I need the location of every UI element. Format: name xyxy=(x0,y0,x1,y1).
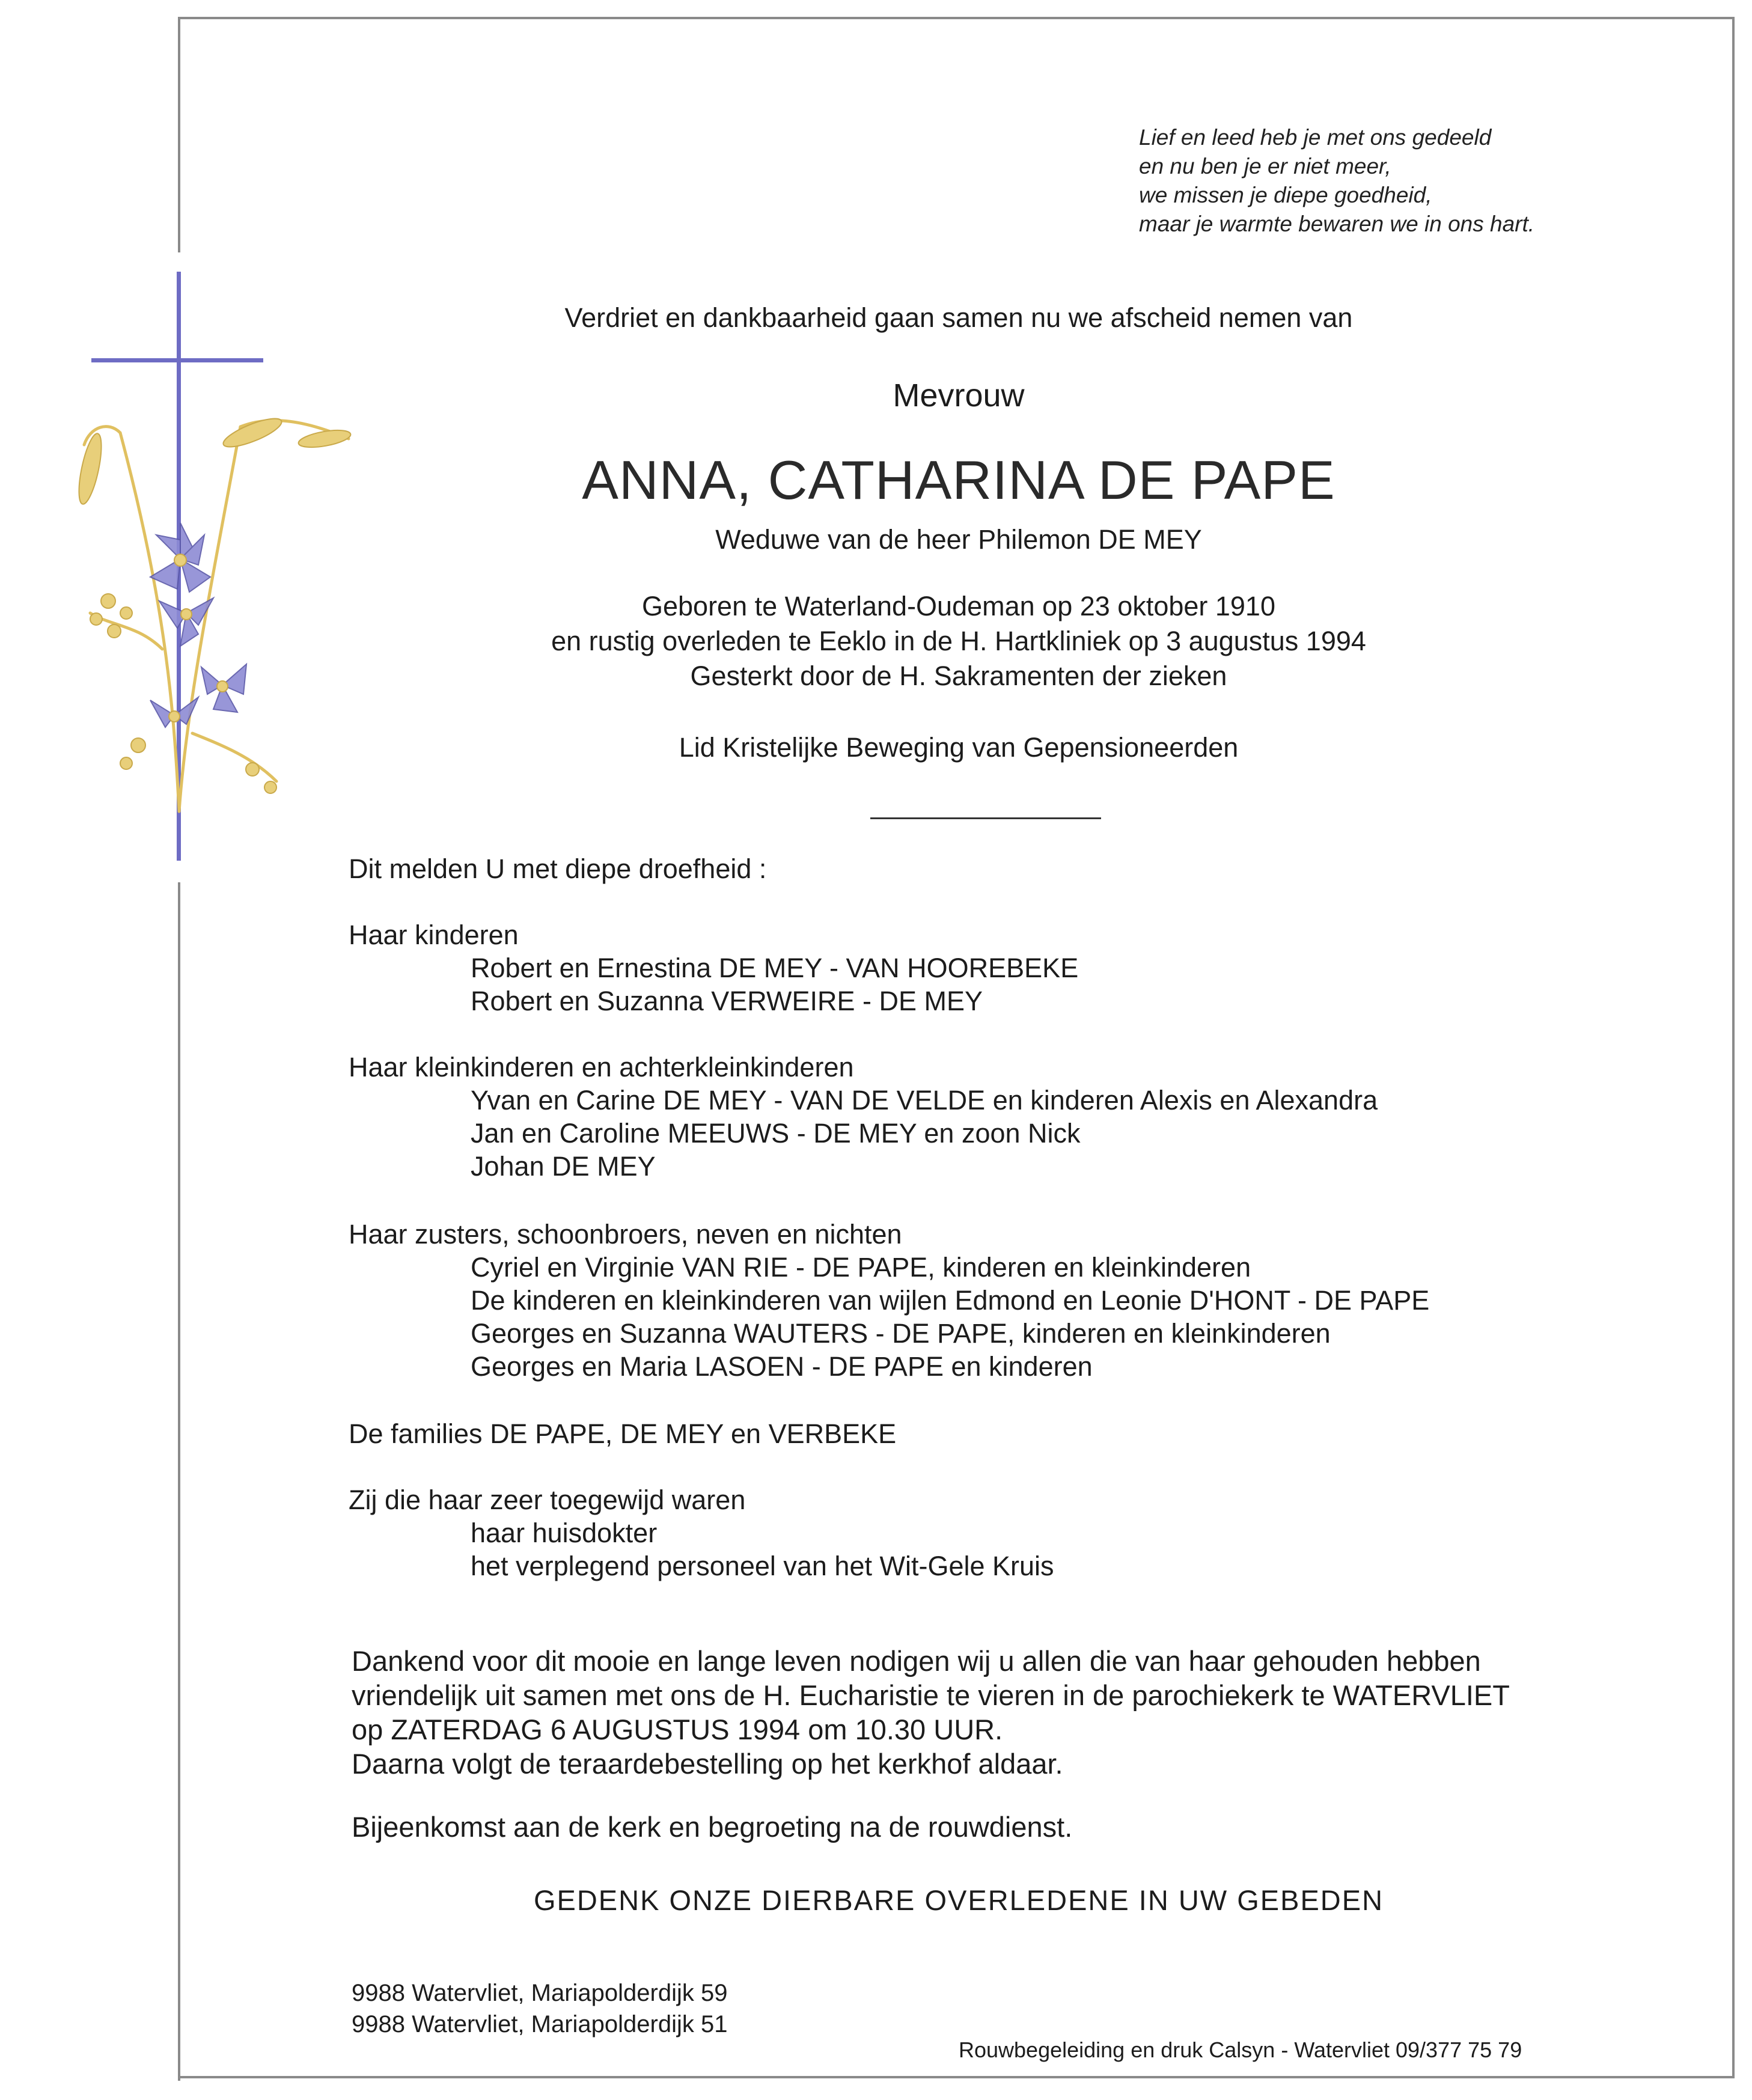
family-group-grandchildren xyxy=(349,1051,1378,1183)
divider xyxy=(870,817,1101,819)
poem-line: we missen je diepe goedheid, xyxy=(1139,183,1432,207)
family-group-children xyxy=(349,918,1078,1018)
family-group-families xyxy=(349,1417,896,1450)
group-heading: Haar zusters, schoonbroers, neven en nichten xyxy=(349,1219,902,1250)
group-heading: Haar kleinkinderen en achterkleinkinderen xyxy=(349,1052,854,1082)
poem-line: en nu ben je er niet meer, xyxy=(1139,154,1391,179)
invitation-line: op ZATERDAG 6 AUGUSTUS 1994 om 10.30 UUR. xyxy=(352,1714,1003,1745)
announcement-line: Dit melden U met diepe droefheid : xyxy=(349,853,767,884)
family-member: Johan DE MEY xyxy=(471,1151,656,1182)
invitation-line: vriendelijk uit samen met ons de H. Eucharistie te vieren in de parochiekerk te WATERVLIET xyxy=(352,1679,1510,1711)
frame-left-edge-top xyxy=(178,17,180,252)
family-member: Jan en Caroline MEEUWS - DE MEY en zoon Nick xyxy=(471,1118,1081,1149)
family-member: Robert en Suzanna VERWEIRE - DE MEY xyxy=(471,986,983,1016)
poem-line: maar je warmte bewaren we in ons hart. xyxy=(1139,212,1535,236)
family-group-siblings xyxy=(349,1218,1429,1383)
poem xyxy=(1139,123,1680,239)
group-heading: De families DE PAPE, DE MEY en VERBEKE xyxy=(349,1418,897,1449)
funeral-invitation xyxy=(352,1644,1510,1781)
addresses xyxy=(352,1977,728,2040)
address-line: 9988 Watervliet, Mariapolderdijk 51 xyxy=(352,2011,728,2037)
caregiver: het verplegend personeel van het Wit-Gele Kruis xyxy=(471,1551,1054,1581)
prayer-line: GEDENK ONZE DIERBARE OVERLEDENE IN UW GEBEDEN xyxy=(533,1884,1384,1916)
life-detail-line: Gesterkt door de H. Sakramenten der zieken xyxy=(690,661,1227,691)
life-details xyxy=(180,589,1737,694)
group-heading: Zij die haar zeer toegewijd waren xyxy=(349,1485,746,1515)
life-detail-line: Geboren te Waterland-Oudeman op 23 oktober 1910 xyxy=(641,591,1275,621)
membership-line: Lid Kristelijke Beweging van Gepensioneerden xyxy=(679,732,1239,763)
gathering-line: Bijeenkomst aan de kerk en begroeting na de rouwdienst. xyxy=(352,1811,1073,1843)
honorific: Mevrouw xyxy=(893,377,1025,414)
cross-icon-horizontal xyxy=(91,358,263,362)
family-member: Yvan en Carine DE MEY - VAN DE VELDE en kinderen Alexis en Alexandra xyxy=(471,1085,1378,1116)
family-member: Georges en Maria LASOEN - DE PAPE en kinderen xyxy=(471,1351,1093,1382)
family-member: Georges en Suzanna WAUTERS - DE PAPE, kinderen en kleinkinderen xyxy=(471,1318,1331,1349)
caregiver: haar huisdokter xyxy=(471,1518,658,1548)
invitation-line: Dankend voor dit mooie en lange leven nodigen wij u allen die van haar gehouden hebben xyxy=(352,1645,1481,1677)
deceased-name: ANNA, CATHARINA DE PAPE xyxy=(582,450,1335,511)
address-line: 9988 Watervliet, Mariapolderdijk 59 xyxy=(352,1980,728,2006)
family-group-caregivers xyxy=(349,1483,1054,1583)
group-heading: Haar kinderen xyxy=(349,920,519,950)
invitation-line: Daarna volgt de teraardebestelling op het kerkhof aldaar. xyxy=(352,1748,1063,1780)
life-detail-line: en rustig overleden te Eeklo in de H. Hartkliniek op 3 augustus 1994 xyxy=(551,626,1366,656)
intro-text: Verdriet en dankbaarheid gaan samen nu we afscheid nemen van xyxy=(564,302,1353,333)
family-member: De kinderen en kleinkinderen van wijlen Edmond en Leonie D'HONT - DE PAPE xyxy=(471,1285,1430,1316)
widow-line: Weduwe van de heer Philemon DE MEY xyxy=(715,524,1202,555)
family-member: Cyriel en Virginie VAN RIE - DE PAPE, kinderen en kleinkinderen xyxy=(471,1252,1251,1283)
printer-credit: Rouwbegeleiding en druk Calsyn - Watervliet 09/377 75 79 xyxy=(959,2037,1522,2062)
family-member: Robert en Ernestina DE MEY - VAN HOOREBEKE xyxy=(471,953,1079,983)
poem-line: Lief en leed heb je met ons gedeeld xyxy=(1139,125,1492,150)
